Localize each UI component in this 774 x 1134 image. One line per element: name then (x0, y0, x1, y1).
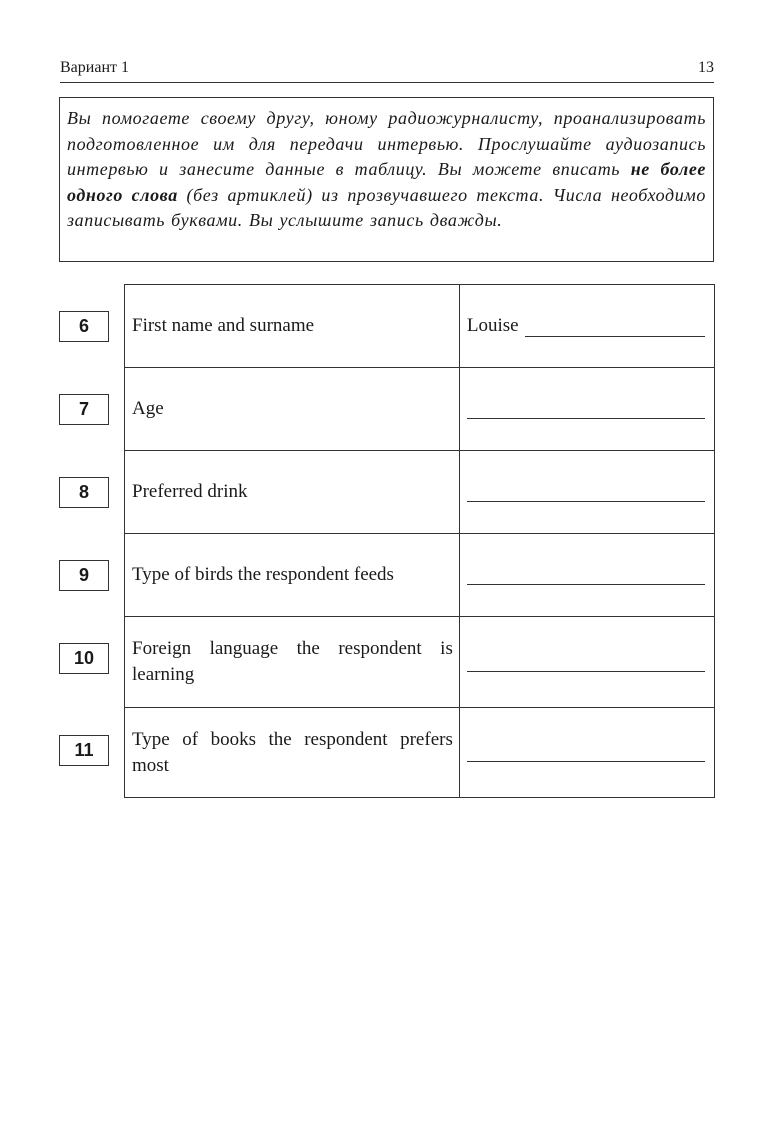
answer-line[interactable] (467, 743, 705, 762)
answer-line[interactable] (467, 400, 705, 419)
table-row (125, 617, 715, 708)
question-number-11: 11 (59, 735, 109, 766)
table-row (125, 285, 715, 368)
prefill-text: Louise (466, 315, 519, 336)
question-number-6: 6 (59, 311, 109, 342)
answer-cell[interactable] (459, 617, 714, 708)
answer-line[interactable] (467, 653, 705, 672)
answer-table (124, 284, 715, 798)
question-number-8: 8 (59, 477, 109, 508)
page-number: 13 (698, 59, 714, 76)
answer-line[interactable] (467, 483, 705, 502)
instruction-text-2: (без артиклей) из прозвучавшего текста. Числа необходимо записывать буквами. Вы услышите запись дважды. (67, 184, 706, 230)
answer-line[interactable] (467, 566, 705, 585)
row-label: Age (125, 368, 460, 451)
question-number-9: 9 (59, 560, 109, 591)
question-number-7: 7 (59, 394, 109, 425)
instruction-bold: не более одного слова (67, 159, 707, 205)
instruction-text-1: Вы помогаете своему другу, юному радиожурналисту, проанализировать подготовленное им для передачи интервью. Прослушайте аудиозапись интервью и занесите данные в таблицу. Вы можете вписать (67, 108, 706, 179)
answer-cell[interactable] (459, 708, 714, 798)
row-label: Type of birds the respondent feeds (125, 534, 460, 617)
table-row (125, 451, 715, 534)
answer-cell[interactable] (459, 534, 714, 617)
variant-label: Вариант 1 (60, 59, 129, 76)
answer-cell[interactable] (459, 451, 714, 534)
answer-line[interactable] (525, 318, 705, 337)
table-row (125, 368, 715, 451)
row-label: Preferred drink (125, 451, 460, 534)
row-label: First name and surname (125, 285, 460, 368)
table-row (125, 708, 715, 798)
page-header (60, 56, 714, 83)
row-label: Type of books the respondent prefers most (125, 708, 460, 798)
answer-cell[interactable] (459, 368, 714, 451)
instruction-box (59, 97, 714, 262)
answer-cell[interactable] (459, 285, 714, 368)
row-label: Foreign language the respondent is learning (125, 617, 460, 708)
question-number-10: 10 (59, 643, 109, 674)
table-row (125, 534, 715, 617)
